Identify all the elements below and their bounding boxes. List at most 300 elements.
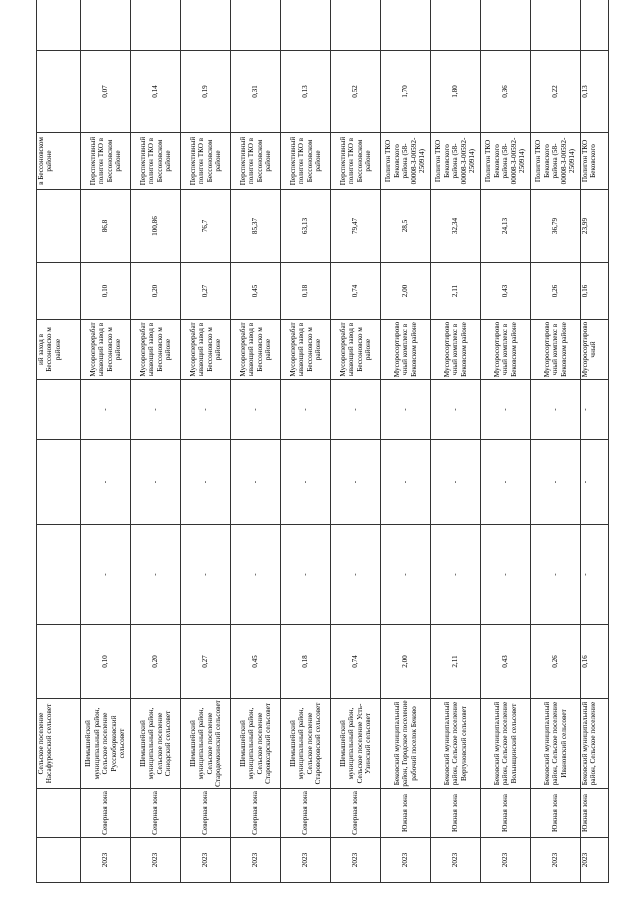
disposal-object-cell [231, 133, 281, 190]
processed-volume-cell [37, 263, 81, 320]
locality-text: Бековский муниципальный район, Городское поселение рабочий поселок Беково [392, 700, 418, 787]
processed-volume-cell [381, 263, 431, 320]
waste-volume-cell [331, 625, 381, 699]
col-e-cell [581, 525, 609, 625]
year-text: 2023 [401, 852, 410, 868]
zone-text: Северная зона [201, 791, 210, 835]
disposal-object-text: Перспективный полигон ТКО в Бессоновском районе [138, 136, 172, 186]
waste-volume-text: 0,18 [301, 655, 310, 668]
processing-object-cell [181, 320, 231, 380]
waste-volume-cell [281, 625, 331, 699]
distance-cell [481, 190, 531, 263]
zone-cell [431, 789, 481, 838]
disposal-object-cell [431, 133, 481, 190]
distance-text: 36,79 [551, 217, 560, 235]
col-f-cell [37, 440, 81, 525]
processing-object-cell [431, 320, 481, 380]
disposal-object-cell [481, 133, 531, 190]
disposed-volume-text: 1,70 [401, 85, 410, 98]
col-g-cell [431, 380, 481, 440]
remaining-cell [181, 0, 231, 51]
disposed-volume-cell [281, 51, 331, 133]
disposal-object-text: Полигон ТКО Бековского [581, 139, 598, 183]
waste-volume-cell [431, 625, 481, 699]
waste-volume-text: 0,45 [251, 655, 260, 668]
col-g-cell [37, 380, 81, 440]
col-g-text: - [101, 408, 110, 411]
disposal-object-cell [37, 133, 81, 190]
col-e-text: - [551, 573, 560, 576]
year-cell [431, 838, 481, 883]
year-cell [81, 838, 131, 883]
disposal-object-cell [581, 133, 609, 190]
disposed-volume-text: 0,36 [501, 85, 510, 98]
disposed-volume-text: 0,31 [251, 85, 260, 98]
remaining-cell [431, 0, 481, 51]
col-g-cell [481, 380, 531, 440]
zone-text: Северная зона [251, 791, 260, 835]
distance-cell [37, 190, 81, 263]
processed-volume-text: 0,27 [201, 284, 210, 298]
zone-text: Северная зона [101, 791, 110, 835]
remaining-text [451, 0, 459, 49]
disposal-object-text: Перспективный полигон ТКО в Бессоновском районе [338, 136, 372, 186]
col-f-text: - [501, 480, 510, 484]
distance-cell [581, 190, 609, 263]
col-e-cell [231, 525, 281, 625]
processed-volume-text: 0,26 [551, 284, 560, 298]
col-g-text: - [251, 408, 260, 411]
remaining-cell [381, 0, 431, 51]
table-row [81, 0, 131, 883]
remaining-cell [581, 0, 609, 51]
processing-object-cell [231, 320, 281, 380]
processing-object-text: Мусороперерабатывающий завод в Бессоновско м районе [238, 322, 272, 377]
col-g-cell [581, 380, 609, 440]
disposal-object-cell [381, 133, 431, 190]
distance-cell [181, 190, 231, 263]
distance-text: 63,13 [301, 217, 310, 235]
processing-object-text: ий заход в Бессоновско м районе [37, 327, 62, 372]
locality-cell [581, 699, 609, 789]
disposal-object-cell [81, 133, 131, 190]
zone-text: Северная зона [151, 791, 160, 835]
zone-cell [231, 789, 281, 838]
distance-cell [231, 190, 281, 263]
waste-volume-cell [531, 625, 581, 699]
zone-cell [381, 789, 431, 838]
col-g-text: - [201, 408, 210, 411]
remaining-text [551, 0, 559, 49]
col-g-text: - [151, 408, 160, 411]
col-f-text: - [301, 480, 310, 484]
locality-text: Бековский муниципальный район, Сельское поселение Вертуновский сельсовет [442, 701, 468, 786]
processing-object-cell [281, 320, 331, 380]
disposal-object-text: Полигон ТКО Бековского района (58-00008-З-00592-250914) [534, 137, 577, 185]
processed-volume-text: 0,18 [301, 284, 310, 298]
waste-volume-text: 0,74 [351, 655, 360, 668]
zone-cell [37, 789, 81, 838]
col-e-text: - [251, 573, 260, 576]
processed-volume-cell [581, 263, 609, 320]
processing-object-cell [581, 320, 609, 380]
disposal-object-cell [281, 133, 331, 190]
col-e-cell [331, 525, 381, 625]
year-text: 2023 [451, 852, 460, 868]
distance-cell [331, 190, 381, 263]
disposed-volume-text: 0,19 [201, 85, 210, 98]
col-f-cell [331, 440, 381, 525]
processing-object-cell [381, 320, 431, 380]
year-cell [231, 838, 281, 883]
table-row [181, 0, 231, 883]
table-body [37, 0, 609, 883]
col-f-cell [231, 440, 281, 525]
col-e-cell [481, 525, 531, 625]
processing-object-cell [131, 320, 181, 380]
disposed-volume-cell [131, 51, 181, 133]
processed-volume-cell [231, 263, 281, 320]
processed-volume-text: 0,74 [351, 284, 360, 298]
disposed-volume-cell [231, 51, 281, 133]
year-text: 2023 [351, 852, 360, 868]
processing-object-text: Мусоросортировочный комплекс в Бековском районе [392, 321, 418, 378]
col-g-cell [231, 380, 281, 440]
disposal-object-text: в Бессоновском районе [37, 137, 54, 185]
col-f-text: - [581, 480, 589, 484]
zone-cell [531, 789, 581, 838]
locality-text: Бековский муниципальный район, Сельское поселение Волынщинский сельсовет [492, 701, 518, 786]
col-g-cell [281, 380, 331, 440]
year-text: 2023 [201, 852, 210, 868]
processing-object-cell [481, 320, 531, 380]
remaining-cell [81, 0, 131, 51]
processed-volume-text: 0,43 [501, 284, 510, 298]
remaining-cell [37, 0, 81, 51]
locality-cell [431, 699, 481, 789]
col-f-text: - [251, 480, 260, 484]
year-cell [281, 838, 331, 883]
col-e-cell [81, 525, 131, 625]
col-f-text: - [551, 480, 560, 484]
processed-volume-text: 0,10 [101, 284, 110, 298]
col-f-text: - [451, 480, 460, 484]
col-f-cell [181, 440, 231, 525]
processed-volume-text: 0,16 [581, 284, 589, 298]
disposed-volume-cell [381, 51, 431, 133]
disposal-object-text: Перспективный полигон ТКО в Бессоновском районе [238, 136, 272, 186]
processing-object-text: Мусороперерабатывающий завод в Бессоновско м районе [338, 322, 372, 377]
year-text: 2023 [151, 852, 160, 868]
year-text: 2023 [101, 852, 110, 868]
waste-volume-text: 0,43 [501, 655, 510, 668]
year-text: 2023 [301, 852, 310, 868]
remaining-cell [131, 0, 181, 51]
locality-cell [37, 699, 81, 789]
processing-object-text: Мусоросортировочный [581, 321, 598, 378]
zone-text: Южная зона [581, 794, 589, 833]
waste-volume-cell [81, 625, 131, 699]
col-g-text: - [501, 408, 510, 411]
locality-text: Шемышейский муниципальный район, Сельское поселение Синодский сельсовет [138, 707, 172, 780]
disposed-volume-cell [581, 51, 609, 133]
col-f-cell [431, 440, 481, 525]
distance-text: 85,37 [251, 217, 260, 235]
year-text: 2023 [551, 852, 560, 868]
locality-text: Шемышейский муниципальный район, Сельское поселение Старояксарский сельсовет [238, 703, 272, 784]
col-f-text: - [351, 480, 360, 484]
processed-volume-cell [81, 263, 131, 320]
locality-text: Бековский муниципальный район, Сельское поселение Ивановский сельсовет [542, 701, 568, 786]
disposal-object-text: Полигон ТКО Бековского района (58-00008-З-00592-250914) [434, 137, 477, 185]
distance-cell [531, 190, 581, 263]
distance-text: 100,86 [151, 216, 160, 236]
table-row [231, 0, 281, 883]
col-f-cell [581, 440, 609, 525]
col-f-text: - [201, 480, 210, 484]
zone-text: Северная зона [301, 791, 310, 835]
disposal-object-text: Полигон ТКО Бековского района (58-00008-З-00592-250914) [484, 137, 527, 185]
waste-volume-text: 0,20 [151, 655, 160, 668]
locality-text: Сельское поселение Насафуровский сельсовет [37, 703, 54, 784]
col-g-text: - [581, 408, 589, 411]
processing-object-text: Мусороперерабатывающий завод в Бессоновско м районе [188, 322, 222, 377]
year-text: 2023 [251, 852, 260, 868]
col-g-cell [531, 380, 581, 440]
processed-volume-text: 0,45 [251, 284, 260, 298]
disposed-volume-text: 0,13 [301, 85, 310, 98]
year-cell [181, 838, 231, 883]
distance-text: 86,8 [101, 219, 110, 233]
remaining-cell [231, 0, 281, 51]
disposal-object-text: Перспективный полигон ТКО в Бессоновском районе [88, 136, 122, 186]
locality-text: Шемышейский муниципальный район, Сельское поселение Староворовский сельсовет [288, 702, 322, 785]
col-g-cell [181, 380, 231, 440]
distance-text: 28,5 [401, 219, 410, 233]
remaining-text [201, 0, 209, 49]
waste-volume-text: 0,27 [201, 655, 210, 668]
processed-volume-cell [431, 263, 481, 320]
disposal-object-cell [331, 133, 381, 190]
disposed-volume-text: 0,07 [101, 85, 110, 98]
table-row [281, 0, 331, 883]
processing-object-text: Мусороперерабатывающий завод в Бессоновско м районе [138, 322, 172, 377]
col-e-text: - [451, 573, 460, 576]
processed-volume-text: 2,00 [401, 284, 410, 298]
processing-object-text: Мусороперерабатывающий завод в Бессоновско м районе [88, 322, 122, 377]
waste-volume-cell [231, 625, 281, 699]
remaining-text [151, 0, 159, 49]
col-f-cell [381, 440, 431, 525]
year-text: 2023 [581, 852, 589, 868]
processed-volume-cell [531, 263, 581, 320]
disposal-object-cell [531, 133, 581, 190]
processed-volume-cell [131, 263, 181, 320]
locality-cell [231, 699, 281, 789]
zone-text: Северная зона [351, 791, 360, 835]
locality-cell [481, 699, 531, 789]
waste-volume-cell [381, 625, 431, 699]
disposed-volume-cell [81, 51, 131, 133]
distance-text: 79,47 [351, 217, 360, 235]
processing-object-text: Мусоросортировочный комплекс в Бековском районе [442, 321, 468, 378]
col-f-cell [131, 440, 181, 525]
disposal-object-text: Полигон ТКО Бековского района (58-00008-З-00592-250914) [384, 137, 427, 185]
col-g-cell [131, 380, 181, 440]
locality-cell [331, 699, 381, 789]
zone-cell [181, 789, 231, 838]
zone-cell [481, 789, 531, 838]
disposal-object-cell [131, 133, 181, 190]
disposed-volume-cell [331, 51, 381, 133]
table-row [331, 0, 381, 883]
distance-text: 76,7 [201, 219, 210, 233]
zone-cell [281, 789, 331, 838]
col-e-cell [281, 525, 331, 625]
processing-object-text: Мусороперерабатывающий завод в Бессоновско м районе [288, 322, 322, 377]
remaining-cell [331, 0, 381, 51]
col-g-cell [381, 380, 431, 440]
col-e-text: - [581, 573, 589, 576]
waste-volume-text: 2,11 [451, 655, 460, 668]
zone-text: Южная зона [501, 794, 510, 833]
processing-object-cell [37, 320, 81, 380]
zone-text: Южная зона [451, 794, 460, 833]
locality-cell [81, 699, 131, 789]
waste-volume-cell [131, 625, 181, 699]
col-g-cell [331, 380, 381, 440]
col-f-cell [81, 440, 131, 525]
col-e-cell [431, 525, 481, 625]
year-cell [531, 838, 581, 883]
col-e-text: - [151, 573, 160, 576]
col-f-cell [481, 440, 531, 525]
processing-object-cell [81, 320, 131, 380]
locality-text: Шемышейский муниципальный район, Сельское поселение Русскоборковский сельсовет [84, 707, 127, 780]
year-cell [331, 838, 381, 883]
col-f-text: - [401, 480, 410, 484]
distance-text: 24,13 [501, 217, 510, 235]
col-g-text: - [551, 408, 560, 411]
col-f-cell [281, 440, 331, 525]
processed-volume-cell [281, 263, 331, 320]
col-e-text: - [351, 573, 360, 576]
remaining-text [401, 0, 409, 49]
distance-cell [431, 190, 481, 263]
year-text: 2023 [501, 852, 510, 868]
col-g-text: - [351, 408, 360, 411]
disposed-volume-cell [481, 51, 531, 133]
col-f-text: - [151, 480, 160, 484]
waste-volume-cell [581, 625, 609, 699]
remaining-text [501, 0, 509, 49]
table-row [431, 0, 481, 883]
zone-cell [81, 789, 131, 838]
disposed-volume-cell [431, 51, 481, 133]
processed-volume-cell [481, 263, 531, 320]
table-row [481, 0, 531, 883]
distance-cell [131, 190, 181, 263]
col-g-text: - [401, 408, 410, 411]
col-e-cell [181, 525, 231, 625]
col-e-text: - [501, 573, 510, 576]
processed-volume-text: 0,20 [151, 284, 160, 298]
waste-volume-cell [181, 625, 231, 699]
zone-text: Южная зона [551, 794, 560, 833]
col-f-text: - [101, 480, 110, 484]
distance-cell [81, 190, 131, 263]
disposed-volume-text: 0,13 [581, 85, 589, 98]
col-e-text: - [101, 573, 110, 576]
remaining-cell [531, 0, 581, 51]
remaining-text [101, 0, 109, 49]
processing-object-cell [531, 320, 581, 380]
distance-cell [381, 190, 431, 263]
disposed-volume-text: 0,14 [151, 85, 160, 98]
waste-volume-cell [37, 625, 81, 699]
table-row [531, 0, 581, 883]
disposal-object-text: Перспективный полигон ТКО в Бессоновском районе [288, 136, 322, 186]
col-g-cell [81, 380, 131, 440]
waste-volume-text: 2,00 [401, 655, 410, 668]
distance-text: 32,34 [451, 217, 460, 235]
locality-text: Бековский муниципальный район, Сельское поселение [581, 701, 598, 786]
col-g-text: - [301, 408, 310, 411]
locality-cell [381, 699, 431, 789]
year-cell [481, 838, 531, 883]
year-cell [581, 838, 609, 883]
waste-volume-text: 0,16 [581, 655, 589, 668]
col-e-text: - [301, 573, 310, 576]
locality-text: Шемышейский муниципальный район, Сельское поселение Усть-Узинский сельсовет [338, 703, 372, 784]
distance-cell [281, 190, 331, 263]
processed-volume-cell [181, 263, 231, 320]
zone-cell [581, 789, 609, 838]
year-cell [381, 838, 431, 883]
disposal-object-text: Перспективный полигон ТКО в Бессоновском районе [188, 136, 222, 186]
year-cell [37, 838, 81, 883]
remaining-cell [281, 0, 331, 51]
waste-volume-text: 0,26 [551, 655, 560, 668]
table-row [381, 0, 431, 883]
zone-cell [331, 789, 381, 838]
col-e-cell [37, 525, 81, 625]
locality-cell [281, 699, 331, 789]
table-row [131, 0, 181, 883]
remaining-text [581, 0, 589, 49]
remaining-text [351, 0, 359, 49]
col-g-text: - [451, 408, 460, 411]
disposed-volume-text: 0,22 [551, 85, 560, 98]
remaining-text [251, 0, 259, 49]
locality-cell [131, 699, 181, 789]
zone-text: Южная зона [401, 794, 410, 833]
table-row [37, 0, 81, 883]
waste-volume-text: 0,10 [101, 655, 110, 668]
col-e-cell [381, 525, 431, 625]
zone-cell [131, 789, 181, 838]
locality-text: Шемышейский муниципальный район, Сельское поселение Стародемкинский сельсовет [188, 700, 222, 787]
col-e-text: - [401, 573, 410, 576]
processed-volume-text: 2,11 [451, 284, 460, 298]
year-cell [131, 838, 181, 883]
remaining-cell [481, 0, 531, 51]
waste-volume-cell [481, 625, 531, 699]
locality-cell [181, 699, 231, 789]
locality-cell [531, 699, 581, 789]
processed-volume-cell [331, 263, 381, 320]
col-e-cell [131, 525, 181, 625]
